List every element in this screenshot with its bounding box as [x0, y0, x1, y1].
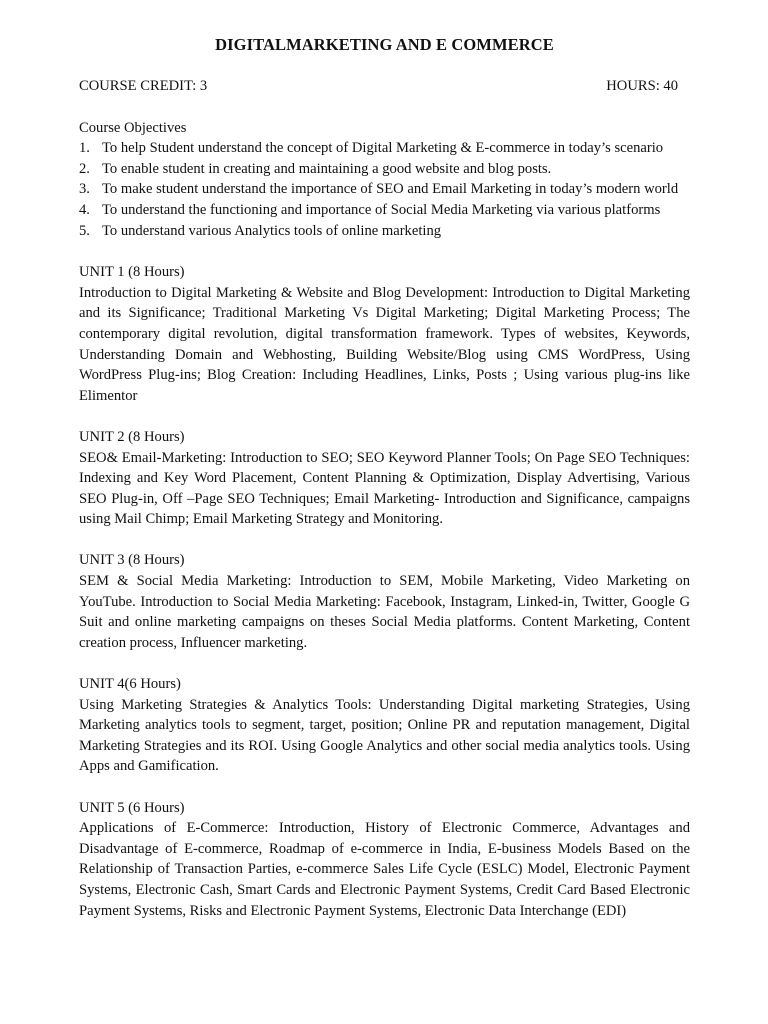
unit-body: SEO& Email-Marketing: Introduction to SEO; SEO Keyword Planner Tools; On Page SEO Techniques: Indexing and Key Word Placement, Content Planning & Optimization, Display Advertising, Various SEO Plug-in, Off –Page SEO Techniques; Email Marketing- Introduction and Significance, campaigns using Mail Chimp; Email Marketing Strategy and Monitoring.	[79, 449, 690, 528]
objective-item	[79, 200, 690, 221]
unit-1-section	[79, 262, 690, 406]
unit-body: Applications of E-Commerce: Introduction, History of Electronic Commerce, Advantages and Disadvantage of E-commerce, Roadmap of e-commerce in India, E-business Models Based on the Relationship of Transaction Parties, e-commerce Sales Life Cycle (ESLC) Model, Electronic Payment Systems, Electronic Cash, Smart Cards and Electronic Payment Systems, Credit Card Based Electronic Payment Systems, Risks and Electronic Payment Systems, Electronic Data Interchange (EDI)	[79, 820, 690, 919]
objective-text: To make student understand the importance of SEO and Email Marketing in today’s modern world	[102, 181, 679, 198]
unit-heading: UNIT 4(6 Hours)	[79, 676, 181, 693]
objective-number: 3.	[79, 181, 90, 198]
unit-2-section	[79, 427, 690, 530]
page-title: DIGITALMARKETING AND E COMMERCE	[215, 35, 554, 54]
unit-heading: UNIT 3 (8 Hours)	[79, 552, 185, 569]
objective-number: 2.	[79, 160, 90, 177]
unit-body: SEM & Social Media Marketing: Introduction to SEM, Mobile Marketing, Video Marketing on YouTube. Introduction to Social Media Marketing: Facebook, Instagram, Linked-in, Twitter, Google G Suit and online marketing campaigns on theses Social Media platforms. Content Marketing, Content creation process, Influencer marketing.	[79, 573, 690, 651]
objective-item	[79, 138, 690, 159]
objective-text: To help Student understand the concept of Digital Marketing & E-commerce in today’s scenario	[102, 140, 664, 157]
objective-text: To understand the functioning and importance of Social Media Marketing via various platforms	[102, 201, 661, 218]
objectives-list	[79, 138, 690, 241]
course-hours: HOURS: 40	[606, 78, 678, 94]
objective-item	[79, 221, 690, 242]
objective-text: To enable student in creating and maintaining a good website and blog posts.	[102, 160, 552, 177]
course-credit: COURSE CREDIT: 3	[79, 78, 208, 94]
unit-heading: UNIT 2 (8 Hours)	[79, 428, 185, 445]
unit-body: Introduction to Digital Marketing & Website and Blog Development: Introduction to Digital Marketing and its Significance; Traditional Marketing Vs Digital Marketing; Digital Marketing Process; The contemporary digital revolution, digital transformation framework. Types of websites, Keywords, Understanding Domain and Webhosting, Building Website/Blog using CMS WordPress, Using WordPress Plug-ins; Blog Creation: Including Headlines, Links, Posts ; Using various plug-ins like Elimentor	[79, 284, 690, 404]
objective-number: 4.	[79, 201, 90, 218]
unit-heading: UNIT 1 (8 Hours)	[79, 264, 185, 281]
objective-number: 1.	[79, 140, 90, 157]
objective-item	[79, 179, 690, 200]
unit-3-section	[79, 550, 690, 653]
objectives-heading: Course Objectives	[79, 119, 187, 136]
syllabus-page	[79, 34, 690, 942]
unit-body: Using Marketing Strategies & Analytics Tools: Understanding Digital marketing Strategies, Using Marketing analytics tools to segment, target, position; Online PR and reputation management, Digital Marketing Strategies and its ROI. Using Google Analytics and other social media analytics tools. Using Apps and Gamification.	[79, 696, 690, 775]
objective-text: To understand various Analytics tools of online marketing	[102, 222, 442, 239]
objective-number: 5.	[79, 222, 90, 239]
objective-item	[79, 159, 690, 180]
course-info-row	[79, 76, 690, 97]
unit-5-section	[79, 798, 690, 922]
unit-heading: UNIT 5 (6 Hours)	[79, 799, 185, 816]
unit-4-section	[79, 674, 690, 777]
